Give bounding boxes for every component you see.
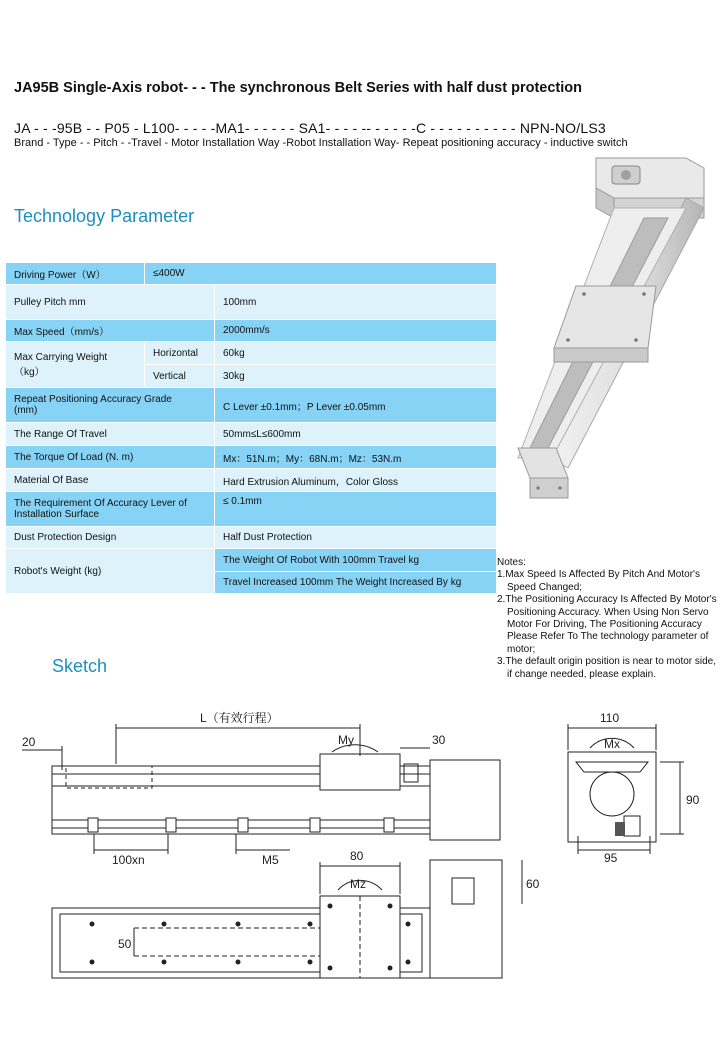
dim-95: 95 <box>604 851 618 865</box>
dim-90: 90 <box>686 793 700 807</box>
param-row-repeat-accuracy <box>6 388 497 423</box>
model-legend: Brand - Type - - Pitch - -Travel - Motor Installation Way -Robot Installation Way- Repeat positioning accuracy - inductive switch <box>14 137 628 149</box>
param-label: Pulley Pitch mm <box>6 285 215 320</box>
dim-30: 30 <box>432 733 446 747</box>
param-value: 60kg <box>215 342 497 365</box>
param-value: ≤ 0.1mm <box>215 492 497 527</box>
param-value: Half Dust Protection <box>215 527 497 549</box>
dim-mz: Mz <box>350 877 366 891</box>
param-sub-label: Vertical <box>145 365 215 388</box>
param-label: The Torque Of Load (N. m) <box>6 446 215 469</box>
dim-20: 20 <box>22 735 36 749</box>
param-label: Repeat Positioning Accuracy Grade (mm) <box>6 388 215 423</box>
notes-heading: Notes: <box>497 557 526 568</box>
dim-m5: M5 <box>262 853 279 867</box>
param-label: Max Speed（mm/s） <box>6 320 215 342</box>
param-label: Robot's Weight (kg) <box>6 549 215 594</box>
param-row-travel-range <box>6 423 497 446</box>
dim-60: 60 <box>526 877 540 891</box>
param-value: C Lever ±0.1mm；P Lever ±0.05mm <box>215 388 497 423</box>
robot-product-image <box>508 148 714 500</box>
param-value: ≤400W <box>145 263 497 285</box>
dim-travel-label: L（有效行程） <box>200 711 279 725</box>
param-row-torque <box>6 446 497 469</box>
param-value: 30kg <box>215 365 497 388</box>
dim-100xn: 100xn <box>112 853 145 867</box>
end-view-body <box>568 752 656 842</box>
param-value: 2000mm/s <box>215 320 497 342</box>
dim-110: 110 <box>600 711 620 725</box>
param-value: 50mm≤L≤600mm <box>215 423 497 446</box>
param-value: Mx：51N.m；My：68N.m；Mz：53N.m <box>215 446 497 469</box>
param-value: 100mm <box>215 285 497 320</box>
dim-my: My <box>338 733 354 747</box>
param-row-surface-accuracy <box>6 492 497 527</box>
param-row-max-speed <box>6 320 497 342</box>
side-view-motor <box>430 760 500 840</box>
section-sketch-heading: Sketch <box>52 656 108 676</box>
section-technology-heading: Technology Parameter <box>14 206 195 226</box>
parameter-table <box>5 262 497 594</box>
dim-mx: Mx <box>604 737 620 751</box>
param-row-pulley-pitch <box>6 285 497 320</box>
param-row-material <box>6 469 497 492</box>
sketch-drawing <box>0 700 720 1000</box>
note-item: 2.The Positioning Accuracy Is Affected By Motor's Positioning Accuracy. When Using Non Servo Motor For Driving, The Positioning Accuracy Please Refer To The technology parameter of motor; <box>497 594 717 655</box>
param-row-driving-power <box>6 263 497 285</box>
dim-50: 50 <box>118 937 132 951</box>
param-value: Travel Increased 100mm The Weight Increased By kg <box>215 572 497 594</box>
model-code: JA - - -95B - - P05 - L100- - - - -MA1- - - - - - SA1- - - - -- - - - - -C - - - - - - - - - - NPN-NO/LS3 <box>14 120 606 136</box>
param-label: Max Carrying Weight （kg） <box>6 342 145 388</box>
note-item: 1.Max Speed Is Affected By Pitch And Motor's Speed Changed; <box>497 569 700 593</box>
note-item: 3.The default origin position is near to motor side, if change needed, please explain. <box>497 656 717 680</box>
param-label: Material Of Base <box>6 469 215 492</box>
param-label: The Requirement Of Accuracy Lever of Installation Surface <box>6 492 215 527</box>
param-value: The Weight Of Robot With 100mm Travel kg <box>215 549 497 572</box>
notes-block <box>497 557 717 681</box>
page-title: JA95B Single-Axis robot- - - The synchronous Belt Series with half dust protection <box>14 80 582 96</box>
param-sub-label: Horizontal <box>145 342 215 365</box>
param-value: Hard Extrusion Aluminum，Color Gloss <box>215 469 497 492</box>
dim-80: 80 <box>350 849 364 863</box>
param-label: The Range Of Travel <box>6 423 215 446</box>
param-row-robot-weight <box>6 549 497 572</box>
param-row-max-weight-horizontal <box>6 342 497 365</box>
param-label: Driving Power（W） <box>6 263 145 285</box>
param-label: Dust Protection Design <box>6 527 215 549</box>
param-row-dust-protection <box>6 527 497 549</box>
